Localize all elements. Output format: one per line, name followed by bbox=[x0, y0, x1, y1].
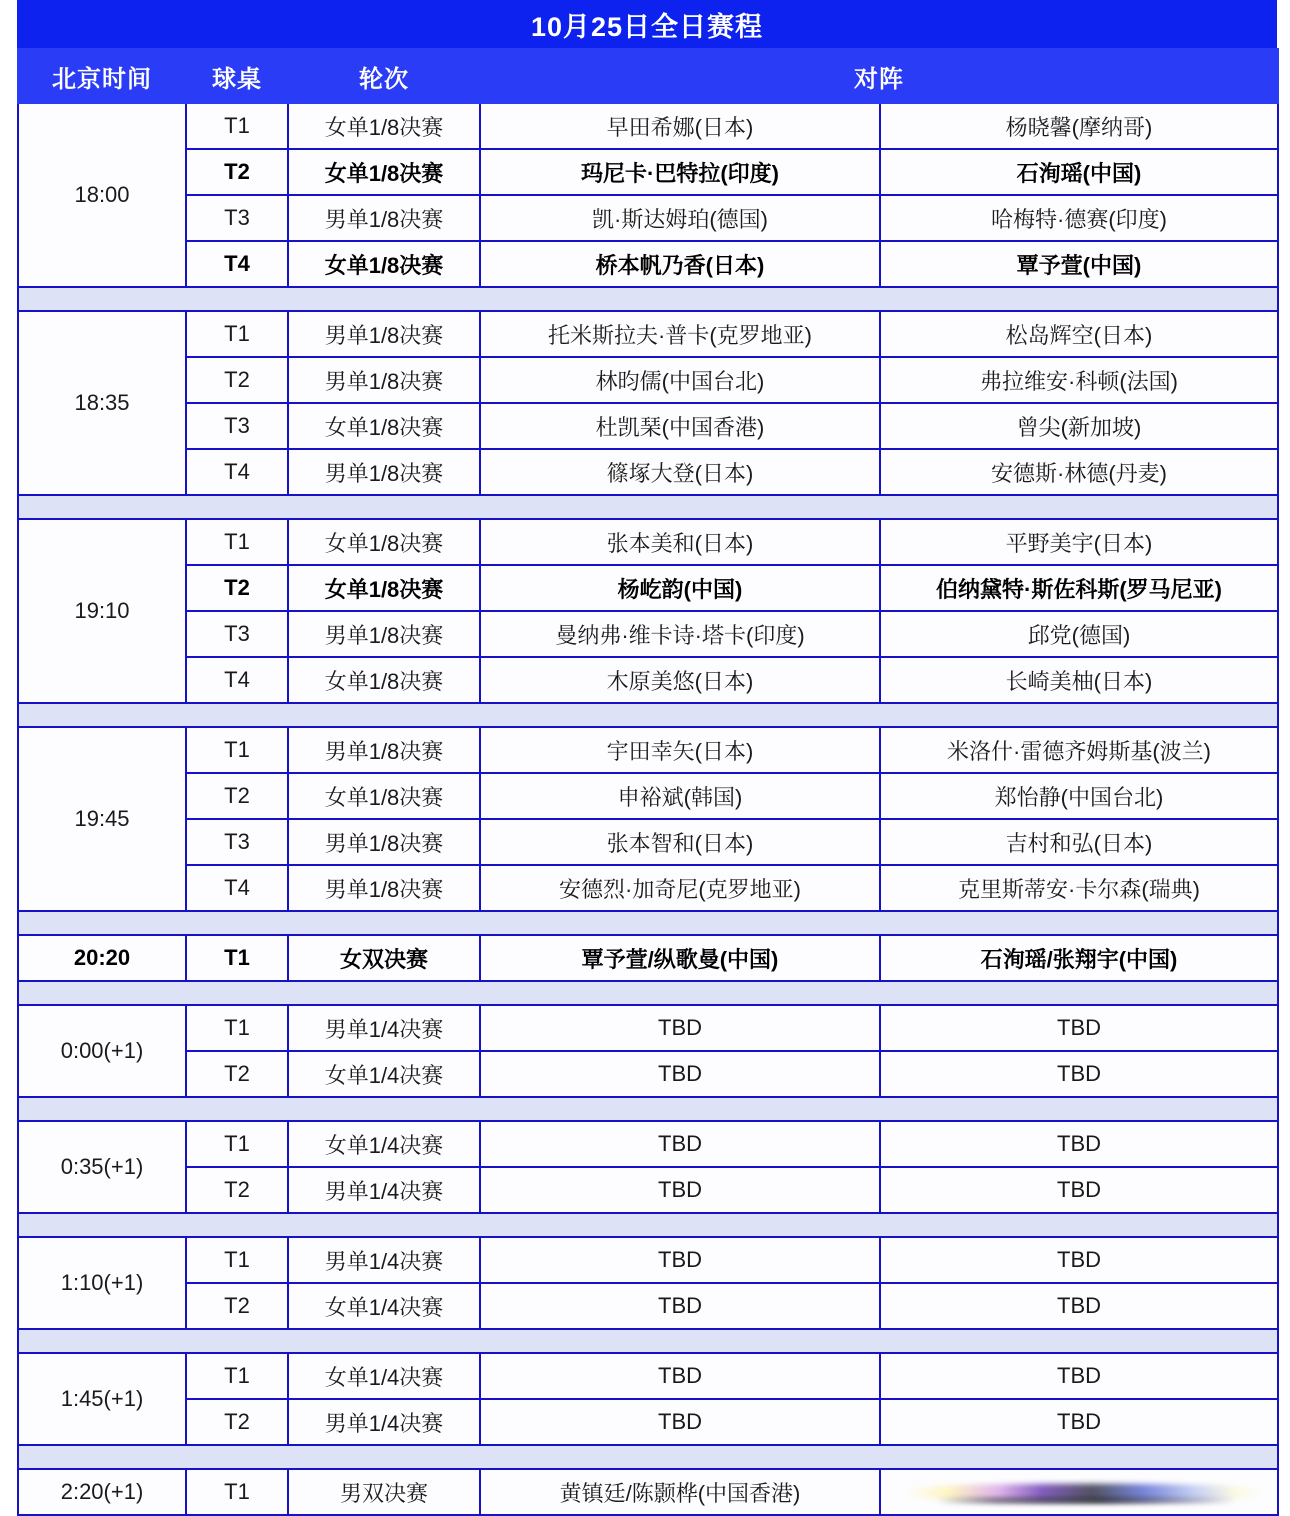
player-a: 安德烈·加奇尼(克罗地亚) bbox=[480, 865, 880, 911]
player-a: TBD bbox=[480, 1121, 880, 1167]
match-round: 女单1/8决赛 bbox=[288, 565, 480, 611]
match-round: 女单1/8决赛 bbox=[288, 403, 480, 449]
schedule-body bbox=[18, 103, 1278, 1515]
player-a: 覃予萱/纵歌曼(中国) bbox=[480, 935, 880, 981]
session-time: 0:00(+1) bbox=[18, 1005, 186, 1097]
player-a: 杨屹韵(中国) bbox=[480, 565, 880, 611]
section-spacer bbox=[18, 911, 1278, 935]
player-a: TBD bbox=[480, 1353, 880, 1399]
player-a: 黄镇廷/陈颢桦(中国香港) bbox=[480, 1469, 880, 1515]
player-a: 凯·斯达姆珀(德国) bbox=[480, 195, 880, 241]
player-b: TBD bbox=[880, 1353, 1278, 1399]
table-row bbox=[18, 1051, 1278, 1097]
player-a: 申裕斌(韩国) bbox=[480, 773, 880, 819]
section-spacer bbox=[18, 1329, 1278, 1353]
player-b: 平野美宇(日本) bbox=[880, 519, 1278, 565]
player-a: 玛尼卡·巴特拉(印度) bbox=[480, 149, 880, 195]
section-spacer-cell bbox=[18, 981, 1278, 1005]
player-b: 邱党(德国) bbox=[880, 611, 1278, 657]
session-time: 19:10 bbox=[18, 519, 186, 703]
match-round: 女单1/8决赛 bbox=[288, 773, 480, 819]
player-b: 曾尖(新加坡) bbox=[880, 403, 1278, 449]
table-row bbox=[18, 195, 1278, 241]
player-b: 哈梅特·德赛(印度) bbox=[880, 195, 1278, 241]
player-b-obscured bbox=[880, 1469, 1278, 1515]
match-table-number: T1 bbox=[186, 1121, 288, 1167]
match-round: 女单1/4决赛 bbox=[288, 1353, 480, 1399]
section-spacer-cell bbox=[18, 495, 1278, 519]
player-a: 桥本帆乃香(日本) bbox=[480, 241, 880, 287]
match-table-number: T2 bbox=[186, 149, 288, 195]
table-row bbox=[18, 519, 1278, 565]
match-table-number: T4 bbox=[186, 865, 288, 911]
section-spacer-cell bbox=[18, 1097, 1278, 1121]
player-b: 吉村和弘(日本) bbox=[880, 819, 1278, 865]
match-table-number: T3 bbox=[186, 403, 288, 449]
match-table-number: T2 bbox=[186, 1167, 288, 1213]
player-a: TBD bbox=[480, 1005, 880, 1051]
column-header-time: 北京时间 bbox=[18, 49, 186, 103]
table-row bbox=[18, 241, 1278, 287]
table-row bbox=[18, 1469, 1278, 1515]
match-round: 男单1/4决赛 bbox=[288, 1237, 480, 1283]
match-table-number: T4 bbox=[186, 657, 288, 703]
player-b: 伯纳黛特·斯佐科斯(罗马尼亚) bbox=[880, 565, 1278, 611]
table-row bbox=[18, 449, 1278, 495]
match-round: 女单1/4决赛 bbox=[288, 1051, 480, 1097]
player-b: 覃予萱(中国) bbox=[880, 241, 1278, 287]
section-spacer bbox=[18, 1097, 1278, 1121]
table-row bbox=[18, 1399, 1278, 1445]
player-b: 长崎美柚(日本) bbox=[880, 657, 1278, 703]
player-a: TBD bbox=[480, 1051, 880, 1097]
table-row bbox=[18, 1121, 1278, 1167]
player-a: TBD bbox=[480, 1237, 880, 1283]
match-table-number: T3 bbox=[186, 611, 288, 657]
section-spacer bbox=[18, 981, 1278, 1005]
player-a: 木原美悠(日本) bbox=[480, 657, 880, 703]
match-table-number: T2 bbox=[186, 1283, 288, 1329]
match-round: 女单1/8决赛 bbox=[288, 103, 480, 149]
match-round: 男单1/8决赛 bbox=[288, 449, 480, 495]
match-round: 女双决赛 bbox=[288, 935, 480, 981]
page-title: 10月25日全日赛程 bbox=[17, 0, 1277, 48]
session-time: 0:35(+1) bbox=[18, 1121, 186, 1213]
player-a: TBD bbox=[480, 1399, 880, 1445]
match-round: 男单1/8决赛 bbox=[288, 311, 480, 357]
match-round: 男单1/4决赛 bbox=[288, 1005, 480, 1051]
table-row bbox=[18, 727, 1278, 773]
section-spacer-cell bbox=[18, 287, 1278, 311]
match-table-number: T2 bbox=[186, 1399, 288, 1445]
section-spacer bbox=[18, 1213, 1278, 1237]
table-row bbox=[18, 1283, 1278, 1329]
player-b: TBD bbox=[880, 1051, 1278, 1097]
match-round: 男单1/8决赛 bbox=[288, 819, 480, 865]
section-spacer bbox=[18, 287, 1278, 311]
player-a: 张本美和(日本) bbox=[480, 519, 880, 565]
session-time: 1:10(+1) bbox=[18, 1237, 186, 1329]
match-round: 女单1/4决赛 bbox=[288, 1121, 480, 1167]
table-row bbox=[18, 103, 1278, 149]
session-time: 20:20 bbox=[18, 935, 186, 981]
table-row bbox=[18, 1005, 1278, 1051]
match-round: 男单1/4决赛 bbox=[288, 1399, 480, 1445]
match-round: 女单1/8决赛 bbox=[288, 149, 480, 195]
match-table-number: T1 bbox=[186, 1237, 288, 1283]
match-table-number: T1 bbox=[186, 727, 288, 773]
match-round: 男单1/8决赛 bbox=[288, 357, 480, 403]
match-round: 女单1/8决赛 bbox=[288, 241, 480, 287]
player-a: 早田希娜(日本) bbox=[480, 103, 880, 149]
table-row bbox=[18, 1353, 1278, 1399]
player-a: 篠塚大登(日本) bbox=[480, 449, 880, 495]
player-a: 曼纳弗·维卡诗·塔卡(印度) bbox=[480, 611, 880, 657]
blur-artifact-streak bbox=[936, 1497, 1237, 1504]
match-table-number: T1 bbox=[186, 935, 288, 981]
schedule-table bbox=[17, 48, 1279, 1516]
match-round: 女单1/8决赛 bbox=[288, 657, 480, 703]
match-table-number: T4 bbox=[186, 241, 288, 287]
match-round: 女单1/8决赛 bbox=[288, 519, 480, 565]
match-table-number: T2 bbox=[186, 1051, 288, 1097]
player-b: 米洛什·雷德齐姆斯基(波兰) bbox=[880, 727, 1278, 773]
table-row bbox=[18, 1237, 1278, 1283]
match-round: 男单1/8决赛 bbox=[288, 195, 480, 241]
match-table-number: T3 bbox=[186, 195, 288, 241]
session-time: 18:35 bbox=[18, 311, 186, 495]
player-b: 郑怡静(中国台北) bbox=[880, 773, 1278, 819]
player-a: 宇田幸矢(日本) bbox=[480, 727, 880, 773]
column-header-table: 球桌 bbox=[186, 49, 288, 103]
table-row bbox=[18, 865, 1278, 911]
table-row bbox=[18, 311, 1278, 357]
session-time: 2:20(+1) bbox=[18, 1469, 186, 1515]
column-header-round: 轮次 bbox=[288, 49, 480, 103]
player-b: 松岛辉空(日本) bbox=[880, 311, 1278, 357]
table-row bbox=[18, 935, 1278, 981]
section-spacer-cell bbox=[18, 1213, 1278, 1237]
match-table-number: T2 bbox=[186, 565, 288, 611]
player-b: 石洵瑶(中国) bbox=[880, 149, 1278, 195]
section-spacer-cell bbox=[18, 1329, 1278, 1353]
player-b: 克里斯蒂安·卡尔森(瑞典) bbox=[880, 865, 1278, 911]
match-round: 男单1/8决赛 bbox=[288, 611, 480, 657]
match-round: 男单1/4决赛 bbox=[288, 1167, 480, 1213]
player-a: 托米斯拉夫·普卡(克罗地亚) bbox=[480, 311, 880, 357]
table-row bbox=[18, 565, 1278, 611]
player-a: 张本智和(日本) bbox=[480, 819, 880, 865]
player-b: TBD bbox=[880, 1121, 1278, 1167]
session-time: 1:45(+1) bbox=[18, 1353, 186, 1445]
match-table-number: T1 bbox=[186, 1469, 288, 1515]
section-spacer-cell bbox=[18, 911, 1278, 935]
player-a: TBD bbox=[480, 1283, 880, 1329]
table-row bbox=[18, 819, 1278, 865]
section-spacer-cell bbox=[18, 1445, 1278, 1469]
column-header-matchup: 对阵 bbox=[480, 49, 1278, 103]
table-header-row bbox=[18, 49, 1278, 103]
player-b: TBD bbox=[880, 1167, 1278, 1213]
table-row bbox=[18, 149, 1278, 195]
player-a: 杜凯琹(中国香港) bbox=[480, 403, 880, 449]
section-spacer-cell bbox=[18, 703, 1278, 727]
table-row bbox=[18, 611, 1278, 657]
section-spacer bbox=[18, 1445, 1278, 1469]
match-table-number: T1 bbox=[186, 519, 288, 565]
match-table-number: T1 bbox=[186, 1005, 288, 1051]
table-row bbox=[18, 657, 1278, 703]
table-row bbox=[18, 357, 1278, 403]
match-round: 男双决赛 bbox=[288, 1469, 480, 1515]
session-time: 19:45 bbox=[18, 727, 186, 911]
player-b: TBD bbox=[880, 1005, 1278, 1051]
player-b: TBD bbox=[880, 1237, 1278, 1283]
table-row bbox=[18, 403, 1278, 449]
match-table-number: T1 bbox=[186, 103, 288, 149]
match-table-number: T4 bbox=[186, 449, 288, 495]
player-b: 杨晓馨(摩纳哥) bbox=[880, 103, 1278, 149]
player-b: 弗拉维安·科顿(法国) bbox=[880, 357, 1278, 403]
player-b: 石洵瑶/张翔宇(中国) bbox=[880, 935, 1278, 981]
player-b: TBD bbox=[880, 1399, 1278, 1445]
player-a: TBD bbox=[480, 1167, 880, 1213]
section-spacer bbox=[18, 495, 1278, 519]
match-round: 男单1/8决赛 bbox=[288, 727, 480, 773]
table-row bbox=[18, 1167, 1278, 1213]
match-table-number: T1 bbox=[186, 1353, 288, 1399]
match-table-number: T3 bbox=[186, 819, 288, 865]
match-table-number: T2 bbox=[186, 773, 288, 819]
session-time: 18:00 bbox=[18, 103, 186, 287]
player-b: TBD bbox=[880, 1283, 1278, 1329]
player-b: 安德斯·林德(丹麦) bbox=[880, 449, 1278, 495]
section-spacer bbox=[18, 703, 1278, 727]
match-round: 男单1/8决赛 bbox=[288, 865, 480, 911]
match-table-number: T1 bbox=[186, 311, 288, 357]
table-row bbox=[18, 773, 1278, 819]
player-a: 林昀儒(中国台北) bbox=[480, 357, 880, 403]
match-table-number: T2 bbox=[186, 357, 288, 403]
match-round: 女单1/4决赛 bbox=[288, 1283, 480, 1329]
